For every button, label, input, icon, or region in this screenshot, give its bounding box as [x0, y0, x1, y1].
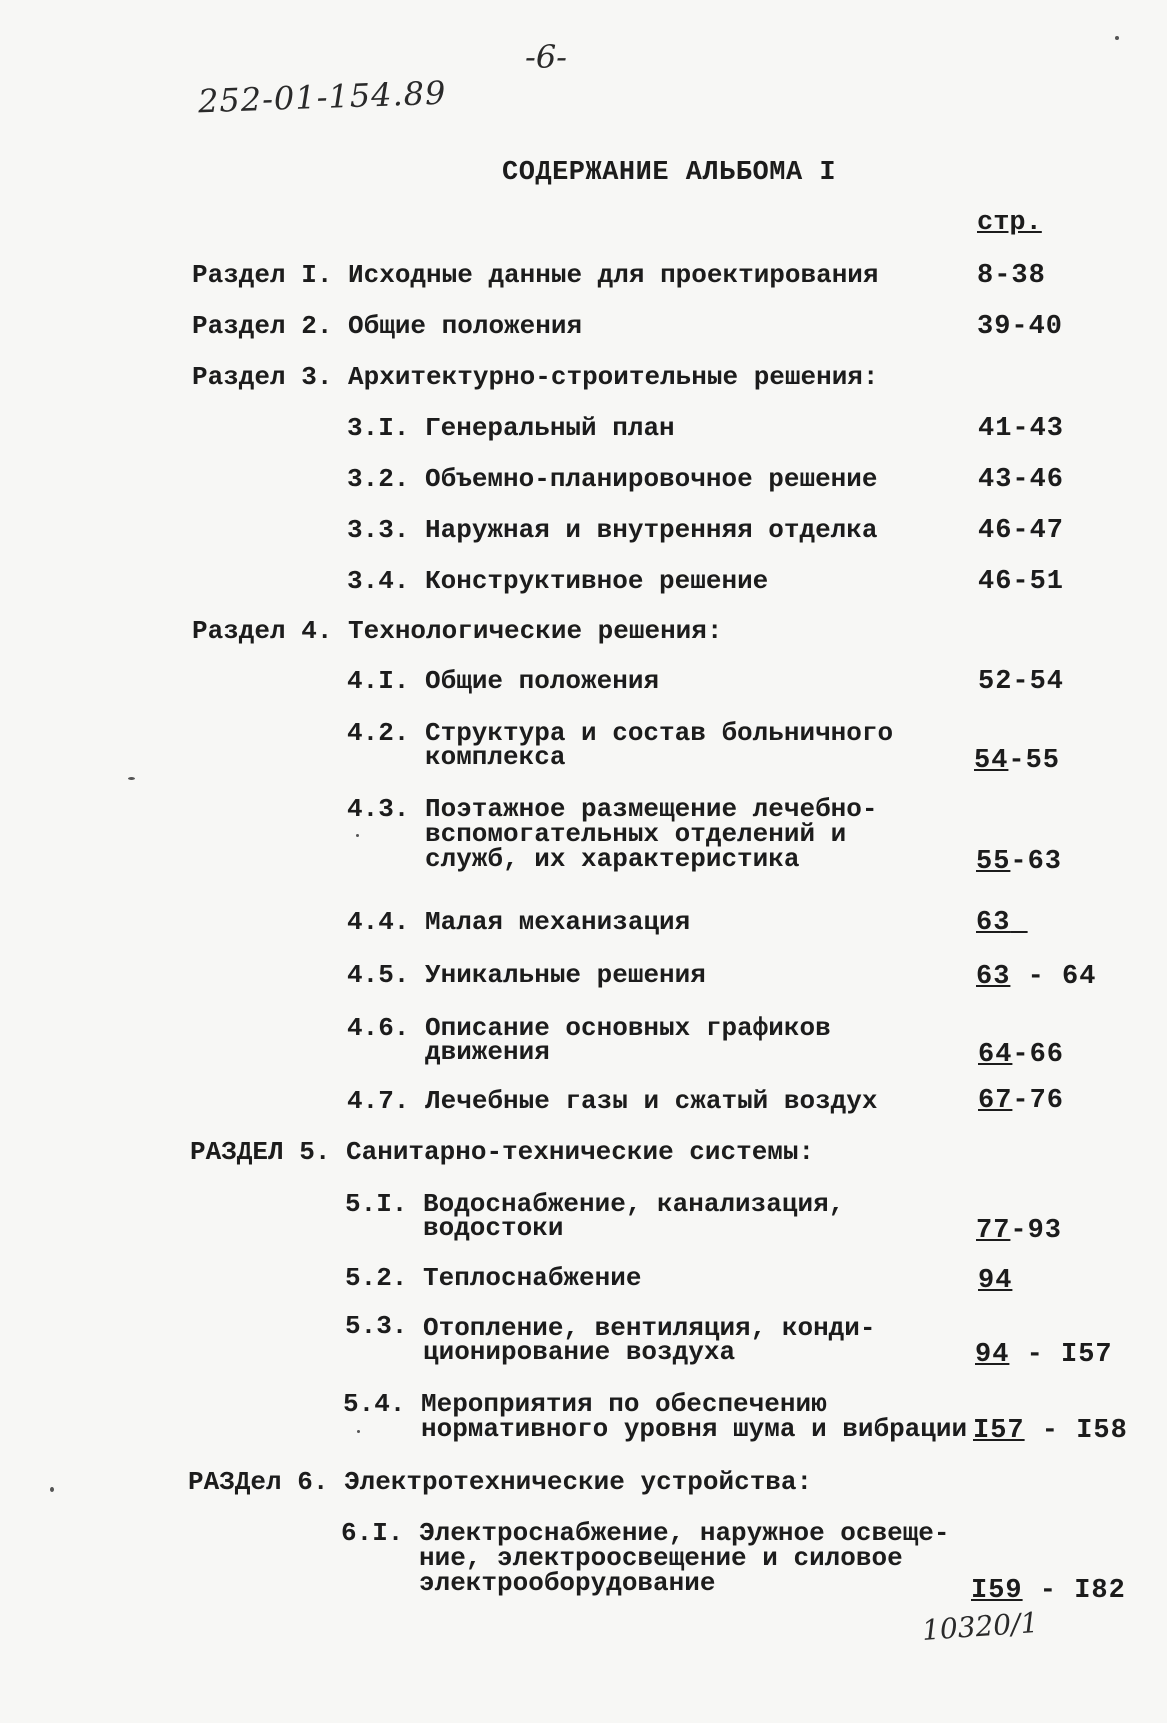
toc-item-3-3: 3.3. Наружная и внутренняя отделка: [347, 515, 878, 545]
toc-item-4-4: 4.4. Малая механизация: [347, 907, 691, 937]
toc-item-5-3-line-1: Отопление, вентиляция, конди-: [423, 1313, 876, 1343]
toc-section-3: Раздел 3. Архитектурно-строительные решения:: [192, 362, 879, 392]
inventory-number: 10320/1: [920, 1605, 1040, 1648]
toc-item-5-4-number: 5.4.: [343, 1389, 406, 1419]
toc-item-5-4: [343, 1389, 968, 1444]
toc-pages-section-1: 8-38: [977, 261, 1046, 291]
scan-speck: [356, 834, 359, 837]
toc-pages-5-4: I57 - I58: [973, 1416, 1128, 1446]
page-title: СОДЕРЖАНИЕ АЛЬБОМА I: [502, 158, 837, 188]
page-number: -6-: [525, 38, 567, 76]
scan-speck: [50, 1487, 54, 1492]
toc-item-4-5: 4.5. Уникальные решения: [347, 960, 706, 990]
toc-item-6-1-line-2: ние, электроосвещение и силовое: [419, 1543, 903, 1573]
toc-section-4: Раздел 4. Технологические решения:: [192, 616, 723, 646]
toc-item-3-1: 3.I. Генеральный план: [347, 413, 675, 443]
toc-pages-3-3: 46-47: [978, 516, 1065, 546]
toc-item-4-6-number: 4.6.: [347, 1013, 410, 1043]
document-code: 252-01-154.89: [197, 73, 447, 121]
toc-item-4-2: [347, 718, 894, 772]
toc-item-4-3-line-2: вспомогательных отделений и: [425, 819, 847, 849]
toc-item-6-1-number: 6.I.: [341, 1518, 404, 1548]
toc-pages-3-4: 46-51: [978, 567, 1065, 597]
toc-pages-5-3: 94 - I57: [975, 1340, 1113, 1370]
toc-pages-section-2: 39-40: [977, 312, 1064, 342]
toc-item-4-7: 4.7. Лечебные газы и сжатый воздух: [347, 1086, 878, 1116]
toc-item-3-4: 3.4. Конструктивное решение: [347, 566, 769, 596]
scan-speck: [128, 777, 135, 780]
toc-item-6-1: [341, 1518, 950, 1598]
toc-pages-5-2: 94: [978, 1266, 1013, 1296]
toc-item-5-3: [345, 1311, 876, 1367]
toc-pages-4-5: 63 - 64: [976, 962, 1097, 992]
toc-pages-4-6: 64-66: [978, 1040, 1065, 1070]
toc-section-2: Раздел 2. Общие положения: [192, 311, 583, 341]
scan-speck: [357, 1430, 360, 1433]
toc-item-5-1-line-2: водостоки: [423, 1213, 564, 1243]
toc-item-3-2: 3.2. Объемно-планировочное решение: [347, 464, 878, 494]
toc-item-5-1: [345, 1189, 845, 1243]
toc-section-6: РАЗДел 6. Электротехнические устройства:: [188, 1467, 813, 1497]
toc-pages-4-4: 63: [976, 908, 1011, 938]
toc-pages-5-1: 77-93: [976, 1216, 1063, 1246]
toc-item-5-3-number: 5.3.: [345, 1311, 408, 1341]
toc-pages-6-1: I59 - I82: [971, 1576, 1126, 1606]
scan-speck: [1115, 36, 1119, 40]
toc-pages-4-1: 52-54: [978, 667, 1065, 697]
toc-section-5: РАЗДЕЛ 5. Санитарно-технические системы:: [190, 1137, 815, 1167]
toc-item-4-3-line-3: служб, их характеристика: [425, 844, 800, 874]
toc-item-6-1-line-3: электрооборудование: [419, 1568, 716, 1598]
toc-item-4-3-line-1: Поэтажное размещение лечебно-: [425, 794, 878, 824]
toc-item-4-2-line-2: комплекса: [425, 742, 566, 772]
toc-item-4-6-line-2: движения: [425, 1037, 550, 1067]
toc-item-4-3: [347, 794, 878, 874]
toc-item-5-4-line-1: Мероприятия по обеспечению: [421, 1389, 827, 1419]
toc-pages-3-1: 41-43: [978, 414, 1065, 444]
toc-item-5-2: 5.2. Теплоснабжение: [345, 1263, 642, 1293]
toc-item-4-3-number: 4.3.: [347, 794, 410, 824]
toc-item-5-4-line-2: нормативного уровня шума и вибрации: [421, 1414, 968, 1444]
toc-pages-4-2: 54-55: [974, 746, 1061, 776]
toc-item-4-1: 4.I. Общие положения: [347, 666, 660, 696]
toc-item-5-3-line-2: ционирование воздуха: [423, 1337, 736, 1367]
toc-item-4-6-line-1: Описание основных графиков: [425, 1013, 831, 1043]
toc-item-4-6: [347, 1013, 831, 1067]
toc-section-1: Раздел I. Исходные данные для проектирования: [192, 260, 879, 290]
toc-item-5-1-number: 5.I.: [345, 1189, 408, 1219]
toc-item-4-2-number: 4.2.: [347, 718, 410, 748]
pages-column-header: стр.: [977, 208, 1042, 238]
toc-pages-4-3: 55-63: [976, 847, 1063, 877]
toc-pages-4-7: 67-76: [978, 1086, 1065, 1116]
toc-pages-3-2: 43-46: [978, 465, 1065, 495]
toc-item-4-2-line-1: Структура и состав больничного: [425, 718, 894, 748]
toc-item-5-1-line-1: Водоснабжение, канализация,: [423, 1189, 845, 1219]
toc-item-6-1-line-1: Электроснабжение, наружное освеще-: [419, 1518, 950, 1548]
